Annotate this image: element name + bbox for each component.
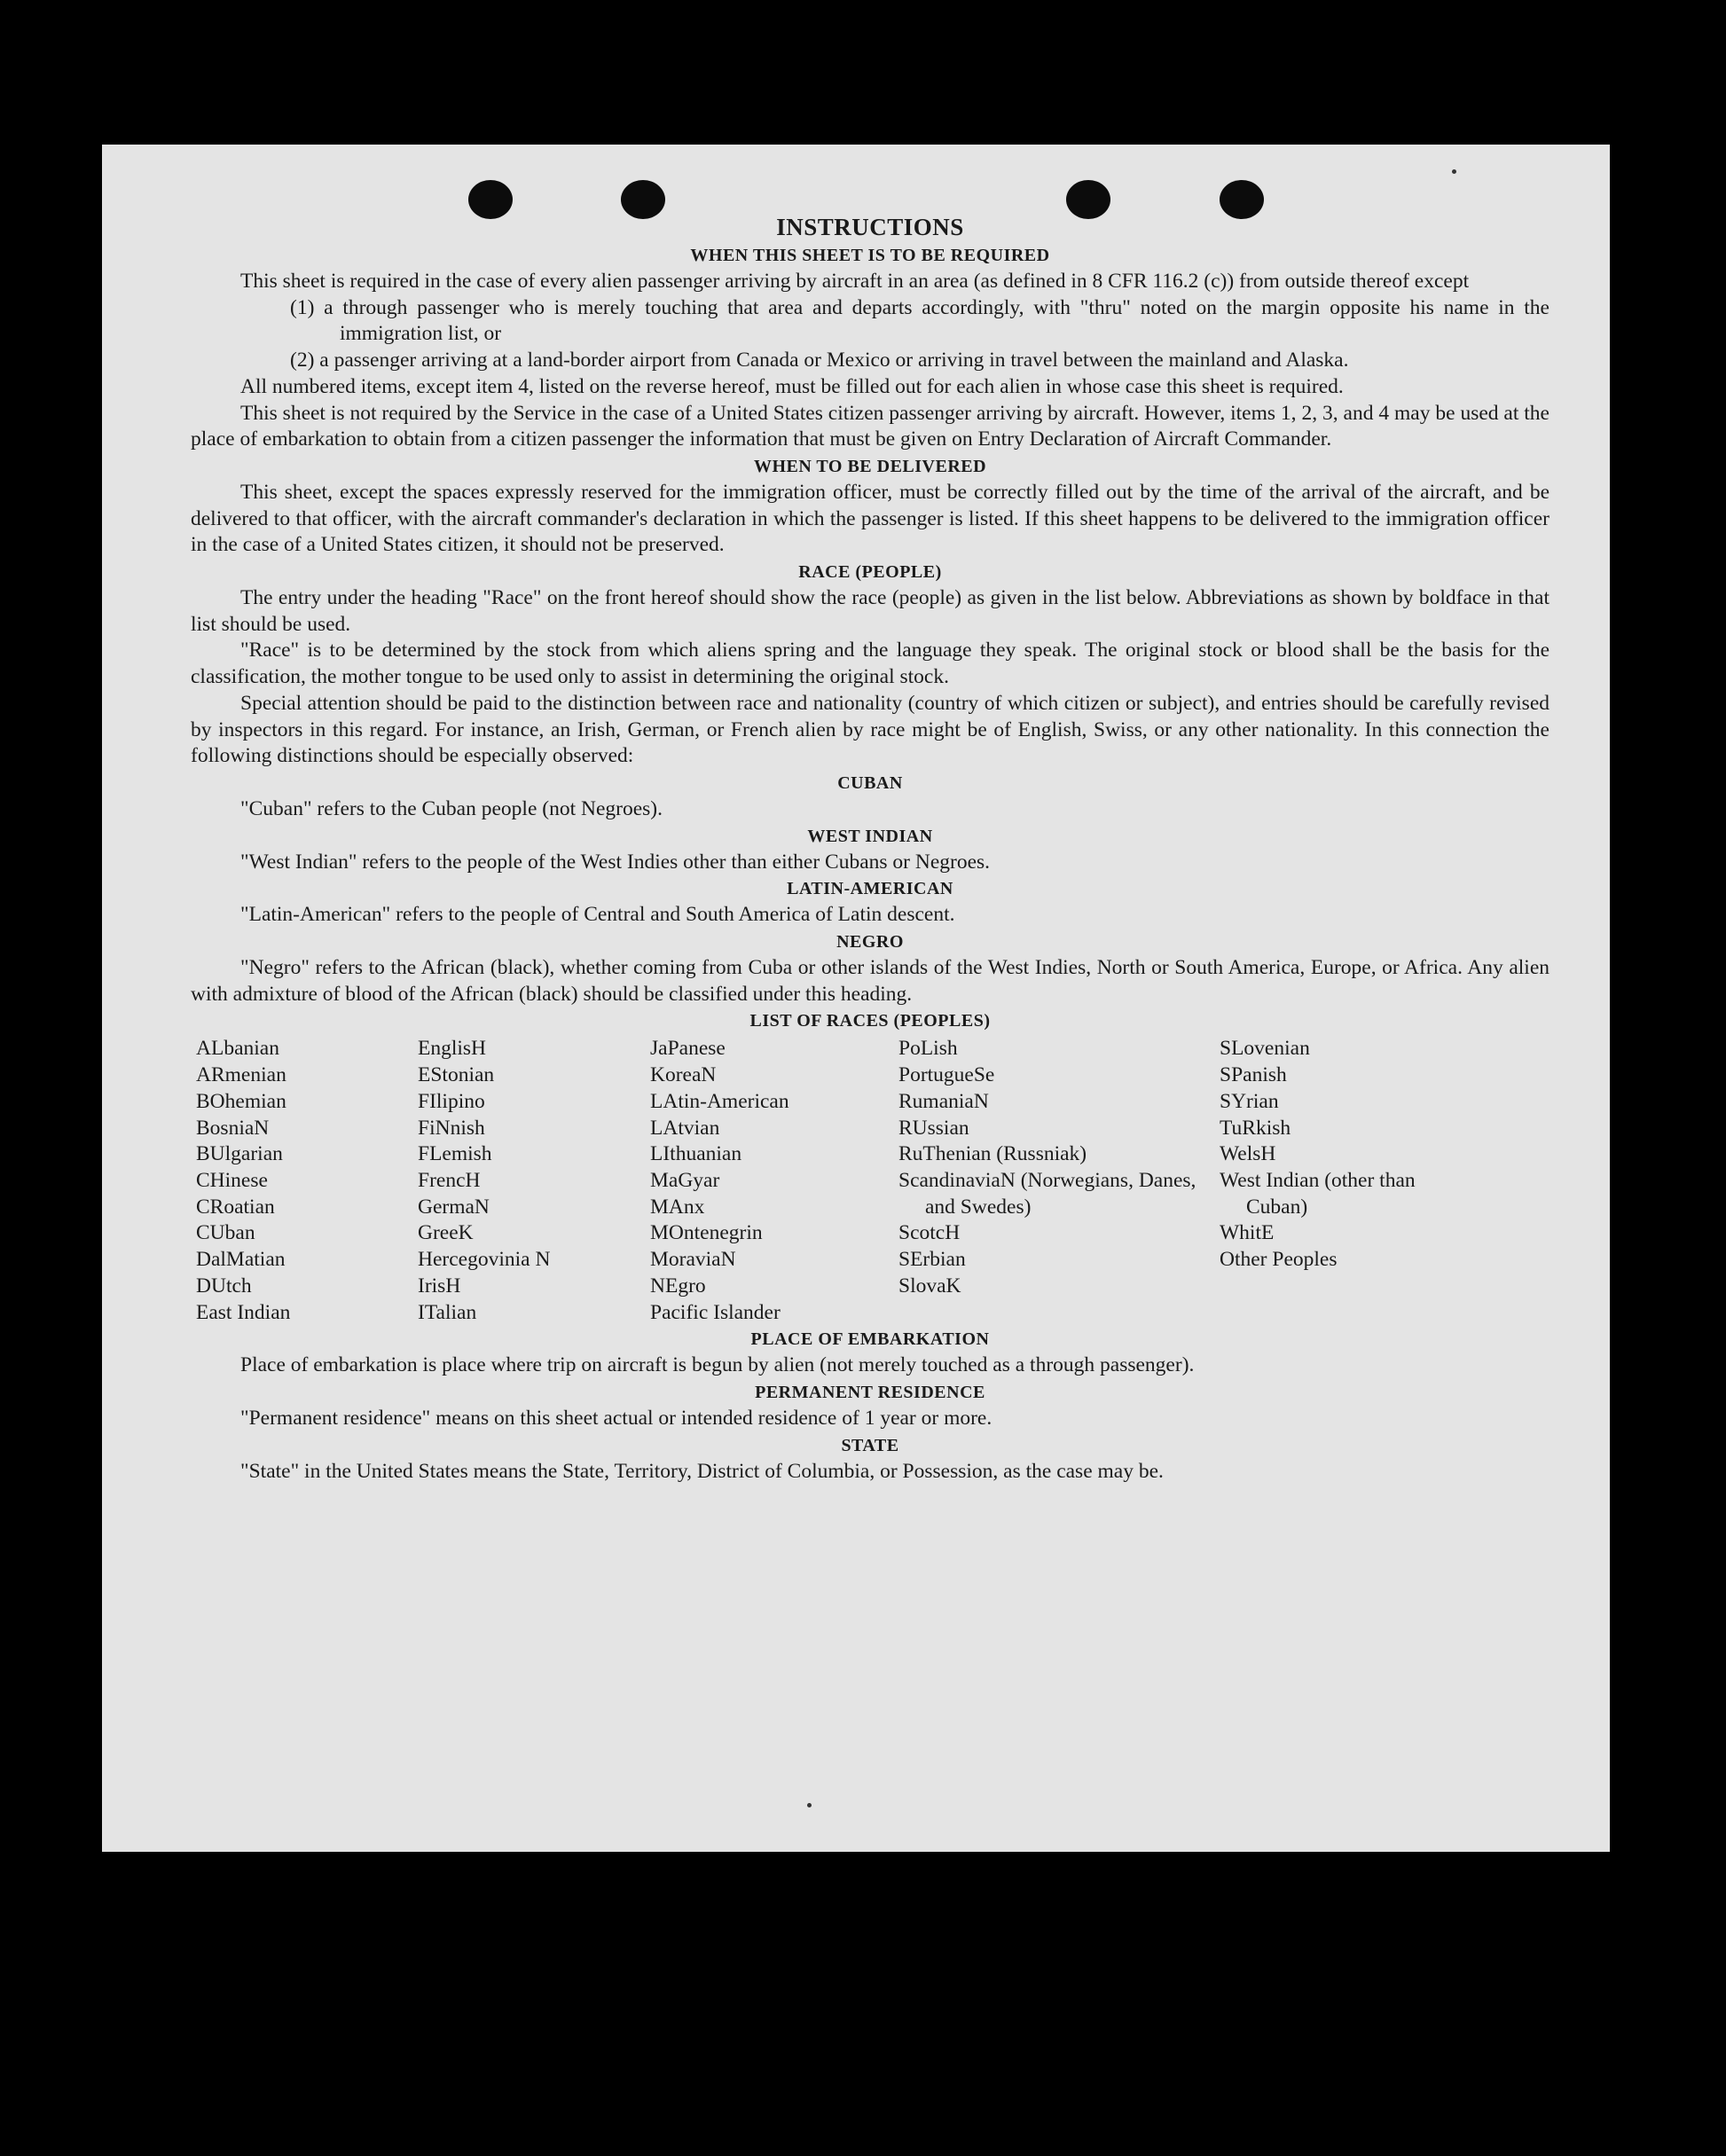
section-heading: PERMANENT RESIDENCE — [755, 1382, 985, 1402]
list-item: (1) a through passenger who is merely touching that area and departs accordingly, with "thru" noted on the margin opposite his name in the immigration list, or — [290, 295, 1549, 346]
paragraph: This sheet is required in the case of every alien passenger arriving by aircraft in an area (as defined in 8 CFR 116.2 (c)) from outside thereof except — [240, 270, 1470, 293]
race-item: ScotcH — [898, 1221, 961, 1245]
race-item: JaPanese — [650, 1037, 726, 1061]
section-heading: RACE (PEOPLE) — [798, 562, 942, 583]
race-item: FiNnish — [418, 1116, 485, 1140]
race-item: MAnx — [650, 1195, 705, 1219]
race-item: ALbanian — [196, 1037, 279, 1061]
section-heading: PLACE OF EMBARKATION — [750, 1329, 990, 1350]
definition: "Permanent residence" means on this sheet actual or intended residence of 1 year or more. — [240, 1406, 992, 1430]
instructions-body — [191, 212, 1549, 1485]
section-heading: WHEN TO BE DELIVERED — [753, 456, 987, 476]
paragraph: Special attention should be paid to the distinction between race and nationality (country of which citizen or subject), and entries should be carefully revised by inspectors in this regard. For instance, an Irish, German, or French alien by race might be of English, Swiss, or any other nationality. In this connection the following distinctions should be especially observed: — [191, 691, 1549, 768]
race-item: NEgro — [650, 1274, 706, 1298]
race-item: KoreaN — [650, 1063, 717, 1087]
race-item: DUtch — [196, 1274, 252, 1298]
race-item: FIlipino — [418, 1089, 485, 1113]
race-item: EStonian — [418, 1063, 495, 1087]
race-item: DalMatian — [196, 1248, 286, 1272]
paragraph: This sheet is not required by the Service in the case of a United States citizen passenger arriving by aircraft. However, items 1, 2, 3, and 4 may be used at the place of embarkation to obtain from a citizen passenger the information that must be given on Entry Declaration of Aircraft Commander. — [191, 401, 1549, 451]
race-item: LAtin-American — [650, 1089, 789, 1113]
paragraph: "State" in the United States means the State, Territory, District of Columbia, or Possession, as the case may be. — [240, 1459, 1164, 1483]
race-item: FrencH — [418, 1168, 481, 1192]
race-item: West Indian (other than Cuban) — [1220, 1168, 1416, 1219]
paragraph: All numbered items, except item 4, listed on the reverse hereof, must be filled out for each alien in whose case this sheet is required. — [240, 374, 1344, 398]
race-column — [191, 1036, 418, 1326]
race-item: Pacific Islander — [650, 1300, 781, 1324]
race-column — [418, 1036, 650, 1326]
list-item: (2) a passenger arriving at a land-border airport from Canada or Mexico or arriving in travel between the mainland and Alaska. — [290, 349, 1349, 372]
paragraph: Place of embarkation is place where trip on aircraft is begun by alien (not merely touched as a through passenger). — [240, 1353, 1195, 1377]
race-item: MOntenegrin — [650, 1221, 763, 1245]
document-page — [102, 145, 1610, 1852]
race-column — [1220, 1036, 1450, 1326]
race-item: SPanish — [1220, 1063, 1287, 1087]
section-heading: NEGRO — [836, 932, 904, 953]
race-item: SErbian — [898, 1248, 966, 1272]
page-title: INSTRUCTIONS — [776, 214, 964, 240]
section-heading: WHEN THIS SHEET IS TO BE REQUIRED — [690, 246, 1050, 265]
race-item: RumaniaN — [898, 1089, 989, 1113]
race-list — [191, 1036, 1549, 1326]
definition: "Cuban" refers to the Cuban people (not Negroes). — [240, 796, 663, 820]
definition: "West Indian" refers to the people of the West Indies other than either Cubans or Negroes. — [240, 850, 991, 874]
section-heading: CUBAN — [837, 772, 903, 793]
race-item: ITalian — [418, 1300, 477, 1324]
definition: "Latin-American" refers to the people of Central and South America of Latin descent. — [240, 903, 955, 927]
section-heading: LIST OF RACES (PEOPLES) — [749, 1011, 991, 1031]
section-heading: STATE — [841, 1435, 899, 1455]
race-item: Other Peoples — [1220, 1248, 1338, 1272]
race-item: BOhemian — [196, 1089, 286, 1113]
race-item: PortugueSe — [898, 1063, 995, 1087]
paragraph: "Race" is to be determined by the stock from which aliens spring and the language they speak. The original stock or blood shall be the basis for the classification, the mother tongue to be used only to assist in determining the original stock. — [191, 639, 1549, 689]
race-item: BUlgarian — [196, 1142, 283, 1166]
section-heading: LATIN-AMERICAN — [787, 879, 953, 899]
race-item: EnglisH — [418, 1037, 487, 1061]
speck — [1452, 169, 1456, 174]
race-item: MoraviaN — [650, 1248, 736, 1272]
race-item: WhitE — [1220, 1221, 1275, 1245]
race-item: GermaN — [418, 1195, 490, 1219]
race-item: SLovenian — [1220, 1037, 1310, 1061]
paragraph: The entry under the heading "Race" on the front hereof should show the race (people) as given in the list below. Abbreviations as shown by boldface in that list should be used. — [191, 586, 1549, 636]
race-item: CHinese — [196, 1168, 268, 1192]
race-item: Hercegovinia N — [418, 1248, 551, 1272]
race-item: CRoatian — [196, 1195, 275, 1219]
section-heading: WEST INDIAN — [807, 826, 933, 846]
race-column — [898, 1036, 1220, 1326]
paragraph: "Negro" refers to the African (black), whether coming from Cuba or other islands of the West Indies, North or South America, Europe, or Africa. Any alien with admixture of blood of the African (black) should be classified under this heading. — [191, 956, 1549, 1006]
race-item: MaGyar — [650, 1168, 720, 1192]
race-item: BosniaN — [196, 1116, 270, 1140]
race-item: SYrian — [1220, 1089, 1279, 1113]
race-item: CUban — [196, 1221, 255, 1245]
race-item: IrisH — [418, 1274, 461, 1298]
race-item: PoLish — [898, 1037, 958, 1061]
race-item: FLemish — [418, 1142, 492, 1166]
race-item: LAtvian — [650, 1116, 720, 1140]
race-item: WelsH — [1220, 1142, 1276, 1166]
speck — [807, 1803, 812, 1807]
paragraph: This sheet, except the spaces expressly reserved for the immigration officer, must be correctly filled out by the time of the arrival of the aircraft, and be delivered to that officer, with the aircraft commander's declaration in which the passenger is listed. If this sheet happens to be delivered to the immigration officer in the case of a United States citizen, it should not be preserved. — [191, 480, 1549, 557]
race-item: East Indian — [196, 1300, 291, 1324]
race-item: TuRkish — [1220, 1116, 1291, 1140]
race-item: ARmenian — [196, 1063, 286, 1087]
race-item: RuThenian (Russniak) — [898, 1142, 1087, 1166]
race-item: GreeK — [418, 1221, 474, 1245]
race-item: SlovaK — [898, 1274, 961, 1298]
race-item: LIthuanian — [650, 1142, 742, 1166]
race-item: RUssian — [898, 1116, 969, 1140]
race-item: ScandinaviaN (Norwegians, Danes, and Swedes) — [898, 1168, 1196, 1219]
race-column — [650, 1036, 898, 1326]
